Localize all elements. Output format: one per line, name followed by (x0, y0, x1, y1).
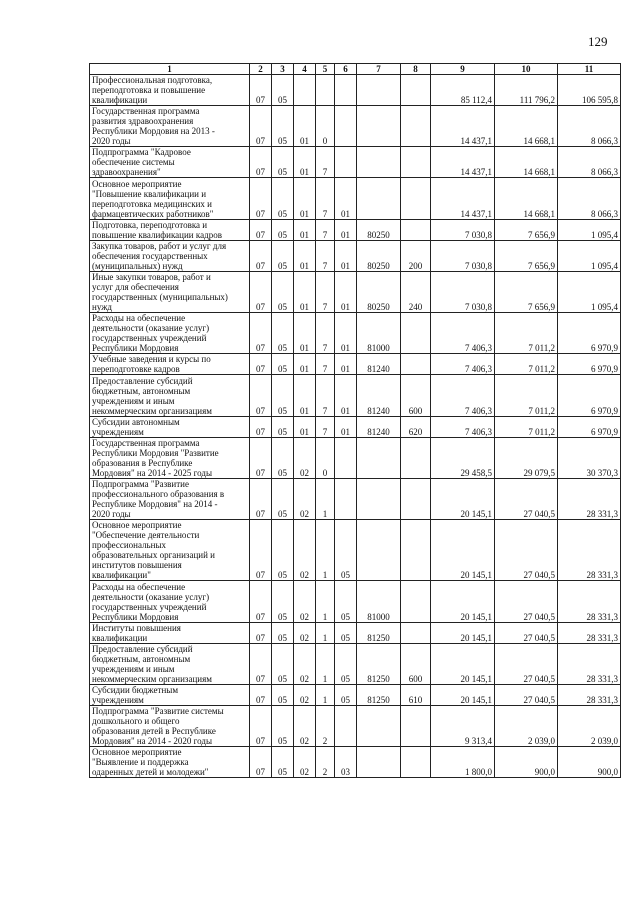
code-expense-type (401, 219, 431, 240)
code-expense-type (401, 705, 431, 746)
row-name: Институты повышения квалификации (90, 622, 250, 643)
amount-col9: 20 145,1 (431, 622, 495, 643)
code-expense-type: 620 (401, 416, 431, 437)
code-direction: 81240 (357, 375, 401, 416)
amount-col9: 14 437,1 (431, 147, 495, 178)
amount-col11: 28 331,3 (558, 581, 621, 622)
code-expense-type (401, 478, 431, 519)
code-subprogram: 7 (316, 313, 335, 354)
amount-col9: 7 030,8 (431, 240, 495, 271)
code-subsection: 05 (272, 178, 294, 219)
code-section: 07 (250, 643, 272, 684)
code-subsection: 05 (272, 478, 294, 519)
code-subprogram (316, 75, 335, 106)
code-subsection: 05 (272, 416, 294, 437)
code-program: 02 (294, 684, 316, 705)
code-event: 01 (335, 219, 357, 240)
table-row (90, 520, 621, 581)
amount-col9: 20 145,1 (431, 581, 495, 622)
code-subprogram: 7 (316, 416, 335, 437)
code-subprogram: 7 (316, 147, 335, 178)
row-name: Предоставление субсидий бюджетным, автономным учреждениям и иным некоммерческим организациям (90, 643, 250, 684)
code-event: 01 (335, 178, 357, 219)
code-event: 01 (335, 240, 357, 271)
code-expense-type: 600 (401, 375, 431, 416)
amount-col10: 27 040,5 (495, 643, 558, 684)
amount-col9: 7 030,8 (431, 271, 495, 312)
code-program: 02 (294, 643, 316, 684)
code-direction (357, 178, 401, 219)
code-program: 01 (294, 147, 316, 178)
code-subsection: 05 (272, 313, 294, 354)
amount-col11: 28 331,3 (558, 643, 621, 684)
table-row (90, 240, 621, 271)
code-program: 02 (294, 520, 316, 581)
code-expense-type (401, 178, 431, 219)
table-row (90, 643, 621, 684)
code-expense-type (401, 437, 431, 478)
code-expense-type: 200 (401, 240, 431, 271)
amount-col10: 900,0 (495, 747, 558, 778)
column-header-9: 9 (431, 64, 495, 75)
code-section: 07 (250, 416, 272, 437)
code-subsection: 05 (272, 437, 294, 478)
code-event: 05 (335, 684, 357, 705)
code-subprogram: 0 (316, 437, 335, 478)
code-expense-type (401, 622, 431, 643)
amount-col9: 1 800,0 (431, 747, 495, 778)
column-header-10: 10 (495, 64, 558, 75)
code-direction (357, 437, 401, 478)
code-section: 07 (250, 106, 272, 147)
code-section: 07 (250, 313, 272, 354)
amount-col9: 7 030,8 (431, 219, 495, 240)
code-expense-type (401, 147, 431, 178)
amount-col10: 14 668,1 (495, 106, 558, 147)
amount-col9: 7 406,3 (431, 313, 495, 354)
amount-col10: 27 040,5 (495, 581, 558, 622)
amount-col9: 9 313,4 (431, 705, 495, 746)
code-section: 07 (250, 271, 272, 312)
column-header-3: 3 (272, 64, 294, 75)
code-section: 07 (250, 747, 272, 778)
code-event: 03 (335, 747, 357, 778)
code-direction: 81240 (357, 416, 401, 437)
amount-col11: 8 066,3 (558, 178, 621, 219)
code-subsection: 05 (272, 684, 294, 705)
amount-col10: 14 668,1 (495, 178, 558, 219)
code-section: 07 (250, 147, 272, 178)
amount-col10: 7 011,2 (495, 416, 558, 437)
amount-col10: 27 040,5 (495, 520, 558, 581)
amount-col9: 85 112,4 (431, 75, 495, 106)
row-name: Основное мероприятие "Повышение квалификации и переподготовка медицинских и фармацевтических работников" (90, 178, 250, 219)
code-section: 07 (250, 354, 272, 375)
code-event: 05 (335, 520, 357, 581)
code-subprogram: 7 (316, 219, 335, 240)
amount-col10: 2 039,0 (495, 705, 558, 746)
column-header-8: 8 (401, 64, 431, 75)
amount-col11: 106 595,8 (558, 75, 621, 106)
code-subsection: 05 (272, 520, 294, 581)
code-subprogram: 1 (316, 520, 335, 581)
amount-col11: 6 970,9 (558, 416, 621, 437)
code-section: 07 (250, 684, 272, 705)
code-subprogram: 1 (316, 684, 335, 705)
code-event (335, 75, 357, 106)
amount-col10: 27 040,5 (495, 684, 558, 705)
amount-col9: 14 437,1 (431, 106, 495, 147)
row-name: Подпрограмма "Кадровое обеспечение системы здравоохранения" (90, 147, 250, 178)
code-subsection: 05 (272, 643, 294, 684)
code-expense-type: 610 (401, 684, 431, 705)
page-number: 129 (588, 34, 608, 49)
table-row (90, 416, 621, 437)
code-section: 07 (250, 219, 272, 240)
code-direction (357, 478, 401, 519)
column-header-4: 4 (294, 64, 316, 75)
code-event: 01 (335, 375, 357, 416)
code-program (294, 75, 316, 106)
amount-col10: 7 011,2 (495, 375, 558, 416)
code-subprogram: 2 (316, 747, 335, 778)
code-direction (357, 147, 401, 178)
code-program: 02 (294, 478, 316, 519)
table-row (90, 106, 621, 147)
row-name: Подготовка, переподготовка и повышение квалификации кадров (90, 219, 250, 240)
code-expense-type (401, 313, 431, 354)
code-subprogram: 1 (316, 622, 335, 643)
table-row (90, 747, 621, 778)
code-section: 07 (250, 178, 272, 219)
amount-col9: 20 145,1 (431, 643, 495, 684)
code-program: 01 (294, 219, 316, 240)
code-direction (357, 106, 401, 147)
code-program: 02 (294, 581, 316, 622)
amount-col11: 6 970,9 (558, 375, 621, 416)
code-event: 01 (335, 354, 357, 375)
amount-col10: 27 040,5 (495, 622, 558, 643)
code-subprogram: 7 (316, 178, 335, 219)
code-expense-type: 240 (401, 271, 431, 312)
code-section: 07 (250, 240, 272, 271)
code-subprogram: 1 (316, 643, 335, 684)
amount-col11: 30 370,3 (558, 437, 621, 478)
code-section: 07 (250, 622, 272, 643)
code-event: 05 (335, 581, 357, 622)
code-expense-type (401, 106, 431, 147)
amount-col9: 7 406,3 (431, 416, 495, 437)
code-subsection: 05 (272, 219, 294, 240)
row-name: Подпрограмма "Развитие профессионального образования в Республике Мордовия" на 2014 - 2020 годы (90, 478, 250, 519)
code-subsection: 05 (272, 747, 294, 778)
amount-col10: 7 656,9 (495, 271, 558, 312)
column-header-1: 1 (90, 64, 250, 75)
code-event (335, 478, 357, 519)
amount-col9: 7 406,3 (431, 375, 495, 416)
budget-table (89, 63, 621, 778)
code-event (335, 437, 357, 478)
code-event: 01 (335, 313, 357, 354)
code-event: 05 (335, 622, 357, 643)
amount-col11: 1 095,4 (558, 240, 621, 271)
table-row (90, 375, 621, 416)
amount-col11: 28 331,3 (558, 520, 621, 581)
row-name: Государственная программа развития здравоохранения Республики Мордовия на 2013 - 2020 годы (90, 106, 250, 147)
code-expense-type (401, 747, 431, 778)
table-row (90, 219, 621, 240)
code-subsection: 05 (272, 375, 294, 416)
column-header-7: 7 (357, 64, 401, 75)
amount-col11: 2 039,0 (558, 705, 621, 746)
code-program: 01 (294, 313, 316, 354)
table-row (90, 437, 621, 478)
code-subprogram: 1 (316, 478, 335, 519)
code-direction: 81000 (357, 313, 401, 354)
code-direction (357, 520, 401, 581)
column-header-11: 11 (558, 64, 621, 75)
table-row (90, 478, 621, 519)
code-subsection: 05 (272, 240, 294, 271)
amount-col10: 14 668,1 (495, 147, 558, 178)
table-row (90, 684, 621, 705)
amount-col9: 14 437,1 (431, 178, 495, 219)
table-row (90, 581, 621, 622)
amount-col11: 28 331,3 (558, 478, 621, 519)
row-name: Основное мероприятие "Выявление и поддержка одаренных детей и молодежи" (90, 747, 250, 778)
table-body (90, 75, 621, 778)
code-direction: 80250 (357, 240, 401, 271)
amount-col9: 29 458,5 (431, 437, 495, 478)
code-subsection: 05 (272, 75, 294, 106)
code-program: 01 (294, 375, 316, 416)
code-section: 07 (250, 520, 272, 581)
code-program: 02 (294, 747, 316, 778)
code-direction: 81250 (357, 622, 401, 643)
code-subsection: 05 (272, 147, 294, 178)
code-event: 05 (335, 643, 357, 684)
row-name: Профессиональная подготовка, переподготовка и повышение квалификации (90, 75, 250, 106)
amount-col10: 7 656,9 (495, 219, 558, 240)
row-name: Субсидии бюджетным учреждениям (90, 684, 250, 705)
code-subprogram: 7 (316, 271, 335, 312)
code-direction: 81000 (357, 581, 401, 622)
table-row (90, 622, 621, 643)
amount-col9: 20 145,1 (431, 684, 495, 705)
code-program: 01 (294, 178, 316, 219)
code-section: 07 (250, 75, 272, 106)
table-row (90, 354, 621, 375)
code-program: 01 (294, 106, 316, 147)
code-program: 01 (294, 240, 316, 271)
code-expense-type (401, 520, 431, 581)
amount-col11: 6 970,9 (558, 313, 621, 354)
code-subprogram: 7 (316, 375, 335, 416)
row-name: Закупка товаров, работ и услуг для обеспечения государственных (муниципальных) нужд (90, 240, 250, 271)
code-event (335, 147, 357, 178)
code-section: 07 (250, 581, 272, 622)
amount-col10: 7 011,2 (495, 354, 558, 375)
row-name: Подпрограмма "Развитие системы дошкольного и общего образования детей в Республике Мордовия" на 2014 - 2020 годы (90, 705, 250, 746)
code-program: 02 (294, 705, 316, 746)
amount-col11: 8 066,3 (558, 147, 621, 178)
code-event (335, 705, 357, 746)
table-row (90, 178, 621, 219)
table-row (90, 75, 621, 106)
table-row (90, 271, 621, 312)
code-section: 07 (250, 375, 272, 416)
code-expense-type (401, 581, 431, 622)
row-name: Предоставление субсидий бюджетным, автономным учреждениям и иным некоммерческим организациям (90, 375, 250, 416)
code-subprogram: 7 (316, 240, 335, 271)
code-section: 07 (250, 705, 272, 746)
code-direction: 81240 (357, 354, 401, 375)
amount-col9: 20 145,1 (431, 478, 495, 519)
code-section: 07 (250, 437, 272, 478)
header-row (90, 64, 621, 75)
code-event: 01 (335, 416, 357, 437)
amount-col11: 1 095,4 (558, 219, 621, 240)
code-subprogram: 0 (316, 106, 335, 147)
amount-col9: 20 145,1 (431, 520, 495, 581)
code-subprogram: 1 (316, 581, 335, 622)
table-row (90, 705, 621, 746)
code-direction (357, 705, 401, 746)
amount-col11: 900,0 (558, 747, 621, 778)
row-name: Основное мероприятие "Обеспечение деятельности профессиональных образовательных организаций и институтов повышения квалификации" (90, 520, 250, 581)
code-direction (357, 747, 401, 778)
row-name: Расходы на обеспечение деятельности (оказание услуг) государственных учреждений Республики Мордовия (90, 581, 250, 622)
amount-col11: 6 970,9 (558, 354, 621, 375)
code-program: 01 (294, 354, 316, 375)
code-program: 01 (294, 416, 316, 437)
amount-col11: 28 331,3 (558, 684, 621, 705)
row-name: Субсидии автономным учреждениям (90, 416, 250, 437)
amount-col10: 27 040,5 (495, 478, 558, 519)
code-subsection: 05 (272, 705, 294, 746)
amount-col11: 8 066,3 (558, 106, 621, 147)
amount-col9: 7 406,3 (431, 354, 495, 375)
code-section: 07 (250, 478, 272, 519)
code-subsection: 05 (272, 622, 294, 643)
table-row (90, 313, 621, 354)
code-subsection: 05 (272, 581, 294, 622)
code-direction: 80250 (357, 219, 401, 240)
code-expense-type (401, 75, 431, 106)
column-header-6: 6 (335, 64, 357, 75)
amount-col10: 29 079,5 (495, 437, 558, 478)
code-expense-type: 600 (401, 643, 431, 684)
amount-col10: 7 011,2 (495, 313, 558, 354)
code-program: 02 (294, 437, 316, 478)
code-event: 01 (335, 271, 357, 312)
code-subsection: 05 (272, 106, 294, 147)
code-expense-type (401, 354, 431, 375)
column-header-2: 2 (250, 64, 272, 75)
code-direction (357, 75, 401, 106)
code-event (335, 106, 357, 147)
code-direction: 81250 (357, 684, 401, 705)
column-header-5: 5 (316, 64, 335, 75)
code-direction: 81250 (357, 643, 401, 684)
code-program: 01 (294, 271, 316, 312)
row-name: Учебные заведения и курсы по переподготовке кадров (90, 354, 250, 375)
code-subprogram: 2 (316, 705, 335, 746)
code-subsection: 05 (272, 271, 294, 312)
amount-col10: 7 656,9 (495, 240, 558, 271)
amount-col11: 28 331,3 (558, 622, 621, 643)
row-name: Государственная программа Республики Мордовия "Развитие образования в Республике Мордовия" на 2014 - 2025 годы (90, 437, 250, 478)
row-name: Иные закупки товаров, работ и услуг для обеспечения государственных (муниципальных) нужд (90, 271, 250, 312)
amount-col11: 1 095,4 (558, 271, 621, 312)
table-row (90, 147, 621, 178)
code-subsection: 05 (272, 354, 294, 375)
amount-col10: 111 796,2 (495, 75, 558, 106)
code-direction: 80250 (357, 271, 401, 312)
code-subprogram: 7 (316, 354, 335, 375)
row-name: Расходы на обеспечение деятельности (оказание услуг) государственных учреждений Республики Мордовия (90, 313, 250, 354)
code-program: 02 (294, 622, 316, 643)
